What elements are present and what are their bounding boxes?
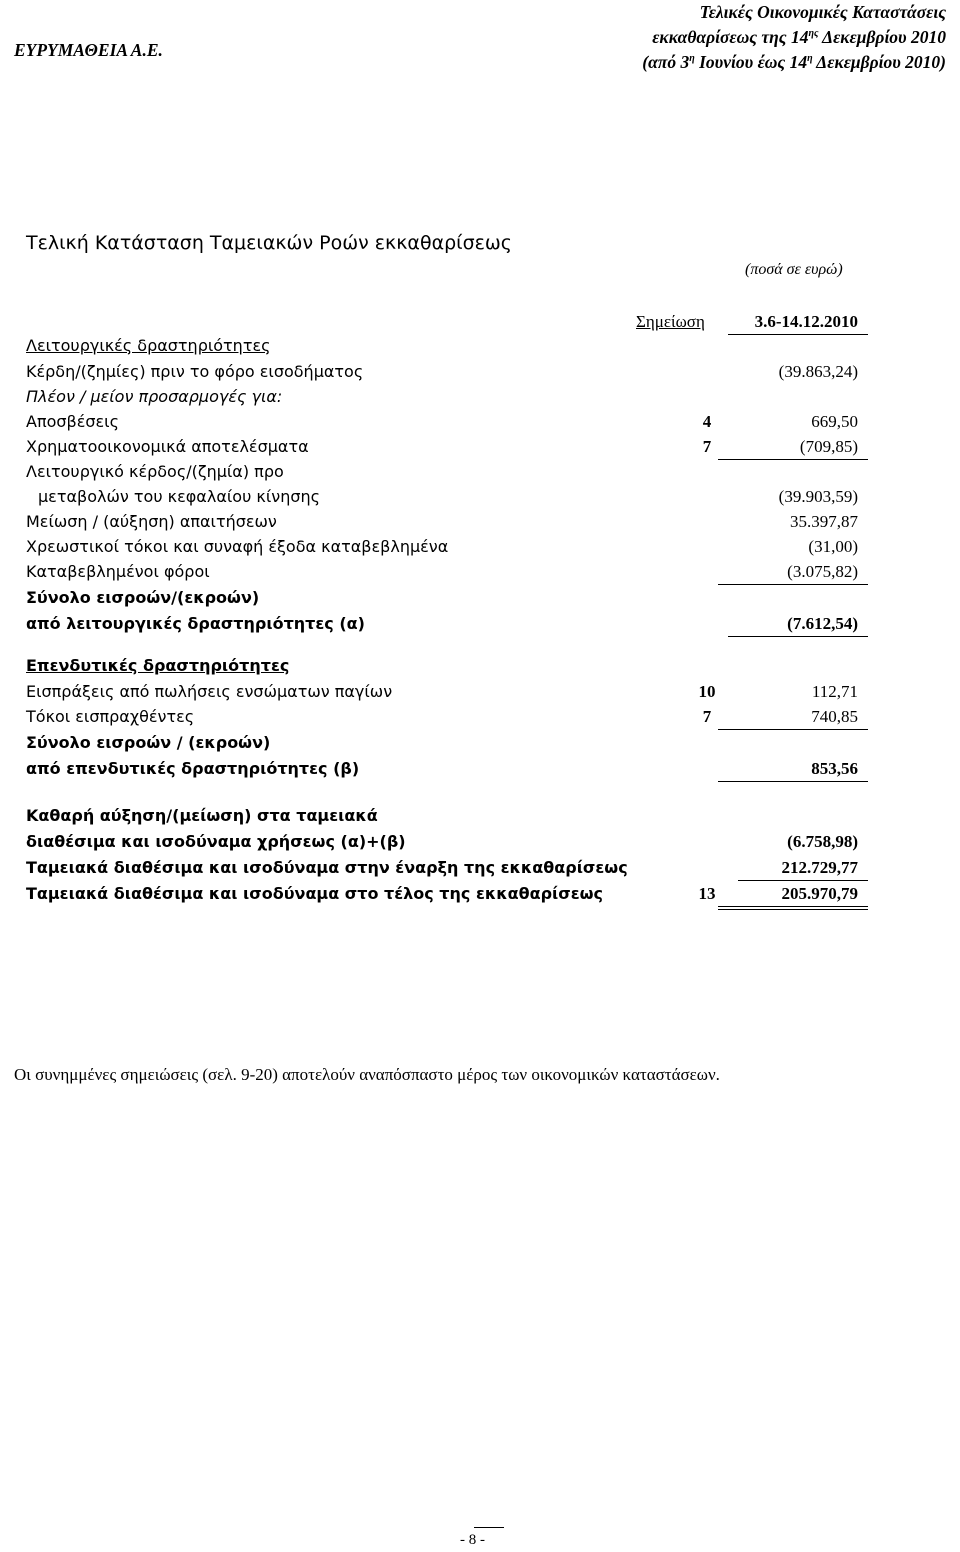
table-row: Πλέον / μείον προσαρμογές για: [26, 387, 283, 406]
total-label-investing: Σύνολο εισροών / (εκροών) [26, 733, 271, 752]
table-row: Κέρδη/(ζημίες) πριν το φόρο εισοδήματος (39.863,24) [26, 362, 858, 381]
page-number: - 8 - [460, 1532, 485, 1548]
report-title-line-2: εκκαθαρίσεως της $14^{\eta\varsigma}$ Δεκεμβρίου 2010 [652, 27, 946, 47]
period-column-header: 3.6-14.12.2010 [754, 312, 858, 331]
net-change-row: διαθέσιμα και ισοδύναμα χρήσεως (α)+(β) (6.758,98) [26, 832, 858, 851]
table-row: Μείωση / (αύξηση) απαιτήσεων 35.397,87 [26, 512, 858, 531]
table-row: μεταβολών του κεφαλαίου κίνησης (39.903,59) [38, 487, 858, 506]
subtotal-rule [718, 584, 868, 585]
company-name: ΕΥΡΥΜΑΘΕΙΑ Α.Ε. [14, 40, 163, 60]
section-heading-operating: Λειτουργικές δραστηριότητες [26, 336, 271, 355]
subtotal-rule [718, 729, 868, 730]
total-row-investing: από επενδυτικές δραστηριότητες (β) 853,56 [26, 759, 858, 778]
subtotal-rule [718, 459, 868, 460]
table-row: Καταβεβλημένοι φόροι (3.075,82) [26, 562, 858, 581]
report-title-line-1: Τελικές Οικονομικές Καταστάσεις [699, 2, 946, 22]
total-rule [718, 781, 868, 782]
table-row: Χρηματοοικονομικά αποτελέσματα 7 (709,85) [26, 437, 858, 456]
table-row: Λειτουργικό κέρδος/(ζημία) προ [26, 462, 284, 481]
table-row: Χρεωστικοί τόκοι και συναφή έξοδα καταβεβλημένα (31,00) [26, 537, 858, 556]
total-row-operating: από λειτουργικές δραστηριότητες (α) (7.612,54) [26, 614, 858, 633]
total-label-operating: Σύνολο εισροών/(εκροών) [26, 588, 260, 607]
table-row: Εισπράξεις από πωλήσεις ενσώματων παγίων 10 112,71 [26, 682, 858, 701]
double-rule-bottom [718, 909, 868, 910]
page-number-rule [474, 1527, 504, 1528]
table-row: Αποσβέσεις 4 669,50 [26, 412, 858, 431]
closing-cash-row: Ταμειακά διαθέσιμα και ισοδύναμα στο τέλος της εκκαθαρίσεως 13 205.970,79 [26, 884, 858, 903]
total-rule [728, 636, 868, 637]
units-label: (ποσά σε ευρώ) [745, 261, 843, 278]
opening-cash-row: Ταμειακά διαθέσιμα και ισοδύναμα στην έναρξη της εκκαθαρίσεως 212.729,77 [26, 858, 858, 877]
section-heading-investing: Επενδυτικές δραστηριότητες [26, 656, 290, 675]
net-change-label: Καθαρή αύξηση/(μείωση) στα ταμειακά [26, 806, 378, 825]
report-period: (από $3^\eta$ Ιουνίου έως $14^\eta$ Δεκεμβρίου 2010) [642, 52, 946, 72]
statement-title: Τελική Κατάσταση Ταμειακών Ροών εκκαθαρίσεως [26, 232, 512, 254]
double-rule-top [718, 906, 868, 907]
header-rule [728, 334, 868, 335]
table-row: Τόκοι εισπραχθέντες 7 740,85 [26, 707, 858, 726]
footnote: Οι συνημμένες σημειώσεις (σελ. 9-20) αποτελούν αναπόσπαστο μέρος των οικονομικών καταστάσεων. [14, 1065, 720, 1084]
note-column-header: Σημείωση [636, 312, 705, 331]
subtotal-rule [738, 880, 868, 881]
